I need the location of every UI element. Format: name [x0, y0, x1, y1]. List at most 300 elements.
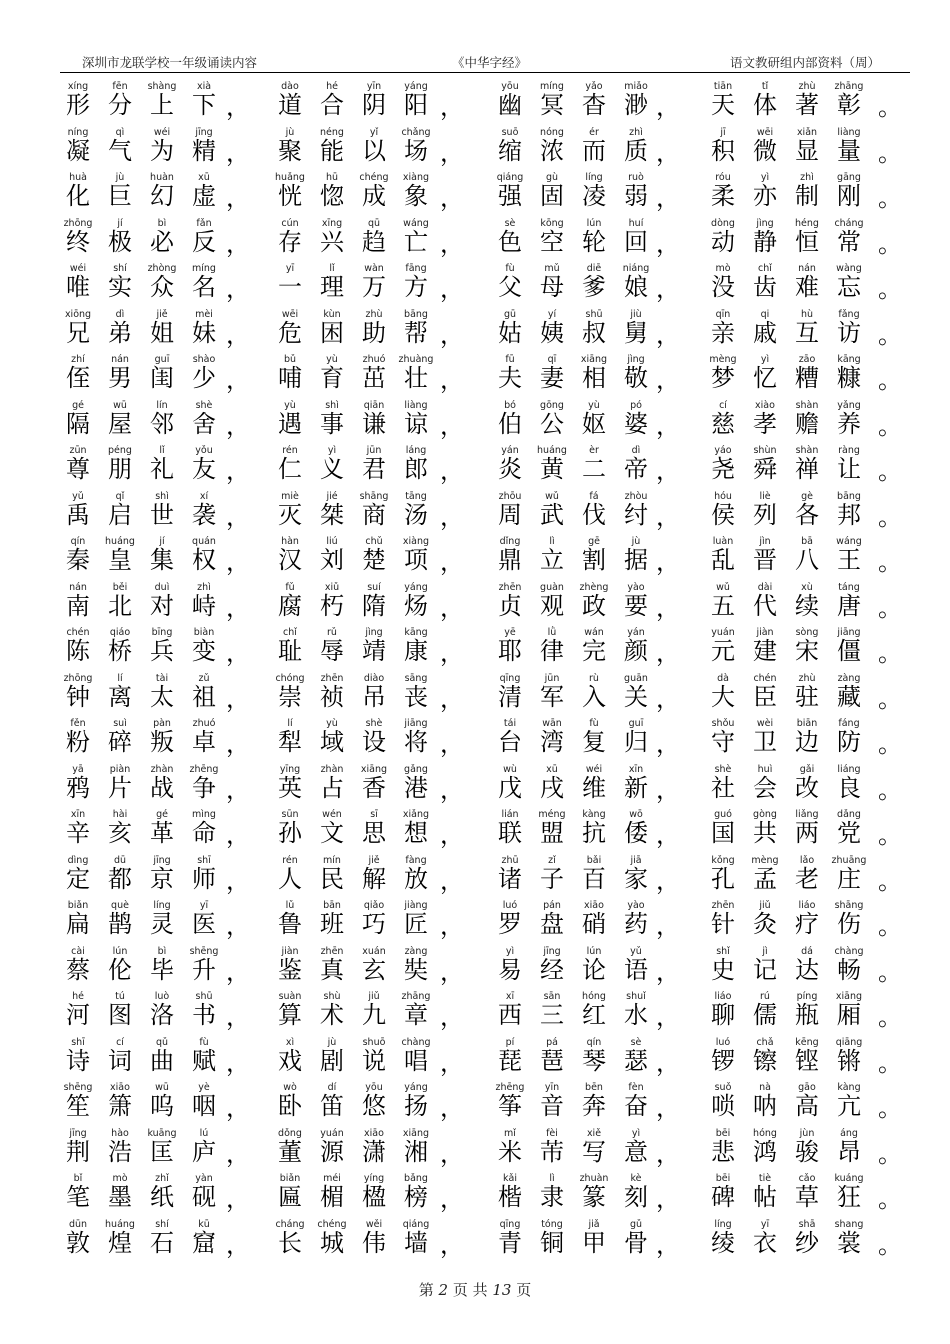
pinyin: líng: [585, 172, 603, 183]
hanzi: 固: [540, 182, 564, 210]
character-cell: [100, 310, 140, 354]
character-cell: [574, 82, 614, 126]
pinyin: gòng: [753, 809, 777, 820]
hanzi: 轮: [582, 227, 606, 256]
character-cell: [100, 628, 140, 672]
hanzi: 友: [192, 455, 216, 483]
character-cell: [490, 219, 530, 263]
pinyin: liè: [759, 490, 771, 502]
character-cell: [142, 1174, 182, 1218]
character-cell: [142, 992, 182, 1036]
pinyin: zhuāng: [831, 854, 867, 866]
pinyin: láng: [405, 445, 427, 456]
pinyin: mìng: [192, 809, 216, 820]
pinyin: qiáo: [109, 627, 131, 638]
character-cell: [703, 1083, 743, 1127]
pinyin: jiàn: [756, 627, 774, 638]
hanzi: 反: [192, 227, 216, 256]
hanzi: 浓: [540, 136, 564, 165]
character-cell: [184, 1083, 224, 1127]
pinyin: jù: [631, 536, 641, 547]
pinyin: bǔ: [283, 354, 297, 365]
pinyin: kàng: [582, 809, 606, 820]
pinyin: zhuàn: [579, 1173, 609, 1184]
comma: ，: [656, 138, 680, 167]
pinyin: xiāo: [364, 1127, 384, 1139]
period: 。: [878, 184, 902, 212]
pinyin: jīng: [153, 854, 171, 866]
comma: ，: [226, 229, 250, 258]
character-cell: [703, 765, 743, 809]
pinyin: xià: [196, 81, 212, 92]
hanzi: 阳: [404, 91, 428, 119]
character-cell: [787, 82, 827, 126]
hanzi: 说: [362, 1046, 386, 1075]
pinyin: suàn: [278, 991, 302, 1002]
pinyin: fá: [589, 490, 599, 502]
verse-line: [0, 446, 950, 492]
character-cell: [787, 901, 827, 945]
pinyin: luò: [154, 991, 170, 1002]
character-cell: [58, 719, 98, 763]
pinyin: lǔ: [285, 900, 295, 911]
hanzi: 祯: [320, 682, 344, 711]
comma: ，: [656, 957, 680, 986]
pinyin: jí: [117, 217, 123, 229]
hanzi: 成: [362, 182, 386, 210]
character-cell: [616, 765, 656, 809]
pinyin: bēi: [715, 1173, 731, 1184]
character-cell: [58, 1220, 98, 1264]
character-cell: [396, 310, 436, 354]
hanzi: 据: [624, 546, 648, 574]
hanzi: 笙: [66, 1092, 90, 1120]
comma: ，: [440, 639, 464, 667]
character-cell: [184, 446, 224, 490]
hanzi: 代: [753, 591, 777, 620]
character-cell: [142, 1129, 182, 1173]
character-cell: [184, 128, 224, 172]
character-cell: [574, 401, 614, 445]
hanzi: 辱: [320, 637, 344, 665]
character-cell: [354, 128, 394, 172]
character-cell: [100, 1083, 140, 1127]
hanzi: 微: [753, 136, 777, 165]
character-cell: [745, 765, 785, 809]
pinyin: dì: [631, 445, 641, 456]
character-cell: [574, 810, 614, 854]
pinyin: kè: [630, 1173, 642, 1184]
character-cell: [396, 765, 436, 809]
pinyin: jiàn: [281, 945, 299, 957]
pinyin: kāng: [837, 354, 861, 365]
pinyin: wò: [283, 1082, 297, 1093]
pinyin: guó: [714, 809, 732, 820]
hanzi: 碑: [711, 1183, 735, 1211]
hanzi: 立: [540, 546, 564, 574]
comma: ，: [440, 1230, 464, 1259]
hanzi: 琴: [582, 1046, 606, 1075]
character-cell: [270, 1129, 310, 1173]
hanzi: 针: [711, 910, 735, 938]
character-cell: [58, 674, 98, 718]
hanzi: 凌: [582, 182, 606, 210]
pinyin: jiù: [630, 308, 642, 320]
pinyin: suǒ: [714, 1082, 732, 1093]
pinyin: bǎi: [586, 854, 602, 866]
comma: ，: [226, 1230, 250, 1259]
hanzi: 鹊: [108, 910, 132, 938]
pinyin: zhòu: [624, 490, 648, 502]
hanzi: 男: [108, 364, 132, 392]
comma: ，: [440, 548, 464, 576]
hanzi: 存: [278, 227, 302, 256]
hanzi: 绫: [711, 1228, 735, 1257]
hanzi: 悲: [711, 1137, 735, 1166]
character-cell: [787, 719, 827, 763]
character-cell: [354, 1038, 394, 1082]
character-cell: [270, 674, 310, 718]
character-cell: [787, 628, 827, 672]
hanzi: 域: [320, 728, 344, 756]
pinyin: gǔ: [629, 1218, 643, 1230]
hanzi: 炎: [498, 455, 522, 483]
hanzi: 集: [150, 546, 174, 574]
pinyin: zhāng: [401, 991, 431, 1002]
pinyin: cún: [281, 217, 299, 229]
pinyin: gè: [801, 490, 813, 502]
character-cell: [270, 173, 310, 217]
hanzi: 陈: [66, 637, 90, 665]
hanzi: 汉: [278, 546, 302, 574]
character-cell: [745, 583, 785, 627]
pinyin: tái: [503, 718, 517, 729]
comma: ，: [656, 1230, 680, 1259]
pinyin: níng: [67, 126, 89, 138]
pinyin: bān: [323, 900, 341, 911]
character-cell: [184, 401, 224, 445]
character-cell: [490, 173, 530, 217]
comma: ，: [226, 93, 250, 121]
character-cell: [184, 492, 224, 536]
verse-line: [0, 992, 950, 1038]
comma: ，: [226, 457, 250, 485]
pinyin: shí: [113, 263, 127, 274]
character-cell: [396, 219, 436, 263]
pinyin: sè: [504, 217, 516, 229]
hanzi: 敦: [66, 1228, 90, 1257]
hanzi: 呐: [753, 1092, 777, 1120]
character-cell: [142, 492, 182, 536]
pinyin: nà: [759, 1082, 771, 1093]
character-cell: [100, 401, 140, 445]
pinyin: zhēn: [498, 581, 522, 593]
character-cell: [532, 674, 572, 718]
hanzi: 蔡: [66, 955, 90, 984]
pinyin: mǐ: [504, 1127, 516, 1139]
pinyin: lún: [112, 945, 128, 957]
character-cell: [354, 492, 394, 536]
hanzi: 占: [320, 773, 344, 802]
hanzi: 米: [498, 1137, 522, 1166]
hanzi: 骨: [624, 1228, 648, 1257]
hanzi: 耶: [498, 637, 522, 665]
pinyin: liú: [326, 536, 338, 547]
character-cell: [532, 219, 572, 263]
character-cell: [616, 947, 656, 991]
hanzi: 禹: [66, 500, 90, 529]
character-cell: [354, 765, 394, 809]
hanzi: 皇: [108, 546, 132, 574]
character-cell: [703, 219, 743, 263]
hanzi: 算: [278, 1001, 302, 1029]
verse-line: [0, 310, 950, 356]
character-cell: [58, 1174, 98, 1218]
pinyin: ruò: [628, 172, 644, 183]
character-cell: [312, 901, 352, 945]
comma: ，: [656, 866, 680, 895]
verse-line: [0, 583, 950, 629]
character-cell: [532, 901, 572, 945]
pinyin: dòng: [711, 217, 735, 229]
pinyin: qi: [760, 308, 770, 320]
pinyin: jī: [720, 126, 726, 138]
character-cell: [574, 310, 614, 354]
pinyin: shàng: [147, 81, 177, 92]
pinyin: gōng: [540, 399, 564, 411]
hanzi: 狂: [837, 1183, 861, 1211]
footer-suffix: 页: [516, 1281, 532, 1299]
pinyin: cí: [719, 399, 727, 411]
pinyin: què: [111, 900, 129, 911]
character-cell: [270, 446, 310, 490]
character-cell: [396, 856, 436, 900]
pinyin: fǔ: [285, 581, 295, 593]
pinyin: kuáng: [834, 1173, 864, 1184]
character-cell: [184, 719, 224, 763]
comma: ，: [226, 957, 250, 986]
hanzi: 侯: [711, 500, 735, 529]
hanzi: 南: [66, 591, 90, 620]
character-cell: [396, 810, 436, 854]
hanzi: 瑟: [624, 1046, 648, 1075]
hanzi: 名: [192, 273, 216, 301]
hanzi: 驻: [795, 682, 819, 711]
pinyin: yù: [326, 354, 338, 365]
pinyin: yáng: [404, 81, 428, 92]
pinyin: shāng: [834, 900, 864, 911]
character-cell: [100, 82, 140, 126]
character-cell: [490, 1038, 530, 1082]
hanzi: 鉴: [278, 955, 302, 984]
character-cell: [787, 264, 827, 308]
character-cell: [312, 856, 352, 900]
hanzi: 遇: [278, 409, 302, 438]
comma: ，: [226, 821, 250, 849]
character-cell: [184, 82, 224, 126]
hanzi: 茁: [362, 364, 386, 392]
hanzi: 靖: [362, 637, 386, 665]
hanzi: 刘: [320, 546, 344, 574]
pinyin: gāo: [798, 1082, 816, 1093]
hanzi: 悠: [362, 1092, 386, 1120]
character-cell: [787, 401, 827, 445]
comma: ，: [226, 411, 250, 440]
pinyin: zǐ: [548, 854, 556, 866]
hanzi: 抗: [582, 819, 606, 847]
pinyin: xū: [198, 172, 210, 183]
hanzi: 忆: [753, 364, 777, 392]
hanzi: 扁: [66, 910, 90, 938]
hanzi: 纱: [795, 1228, 819, 1257]
hanzi: 僵: [837, 637, 861, 665]
pinyin: lí: [117, 672, 123, 684]
character-cell: [745, 1129, 785, 1173]
character-cell: [745, 1220, 785, 1264]
pinyin: zhōu: [498, 490, 522, 502]
pinyin: zhōng: [63, 672, 93, 684]
pinyin: dìng: [67, 854, 89, 866]
character-cell: [270, 355, 310, 399]
character-cell: [142, 810, 182, 854]
pinyin: fàng: [405, 854, 427, 866]
character-cell: [829, 264, 869, 308]
hanzi: 辛: [66, 819, 90, 847]
character-cell: [354, 173, 394, 217]
character-cell: [312, 537, 352, 581]
character-cell: [184, 1038, 224, 1082]
hanzi: 曲: [150, 1046, 174, 1075]
pinyin: zāo: [798, 354, 816, 365]
character-cell: [490, 82, 530, 126]
character-cell: [58, 765, 98, 809]
pinyin: yì: [760, 172, 770, 183]
character-cell: [396, 901, 436, 945]
hanzi: 炀: [404, 591, 428, 620]
pinyin: chóng: [275, 672, 305, 684]
pinyin: mèng: [751, 854, 779, 866]
character-cell: [829, 1129, 869, 1173]
character-cell: [532, 173, 572, 217]
period: 。: [878, 775, 902, 804]
character-cell: [787, 128, 827, 172]
hanzi: 虚: [192, 182, 216, 210]
character-cell: [354, 810, 394, 854]
character-cell: [532, 992, 572, 1036]
pinyin: yì: [505, 945, 515, 957]
character-cell: [184, 901, 224, 945]
pinyin: kǎi: [503, 1173, 517, 1184]
hanzi: 割: [582, 546, 606, 574]
character-cell: [354, 82, 394, 126]
period: 。: [878, 1003, 902, 1031]
hanzi: 秦: [66, 546, 90, 574]
character-cell: [270, 1083, 310, 1127]
period: 。: [878, 639, 902, 667]
hanzi: 精: [192, 136, 216, 165]
hanzi: 畅: [837, 955, 861, 984]
hanzi: 五: [711, 591, 735, 620]
period: 。: [878, 275, 902, 303]
hanzi: 祖: [192, 682, 216, 711]
character-cell: [829, 446, 869, 490]
pinyin: xiào: [755, 399, 775, 411]
pinyin: yáng: [404, 581, 428, 593]
hanzi: 论: [582, 955, 606, 984]
pinyin: fǎn: [196, 217, 212, 229]
pinyin: yē: [504, 627, 516, 638]
character-cell: [142, 719, 182, 763]
character-cell: [354, 355, 394, 399]
character-cell: [396, 401, 436, 445]
character-cell: [745, 992, 785, 1036]
verse-line: [0, 719, 950, 765]
hanzi: 强: [498, 182, 522, 210]
hanzi: 铿: [795, 1046, 819, 1075]
hanzi: 舅: [624, 318, 648, 347]
hanzi: 英: [278, 773, 302, 802]
pinyin: lì: [549, 536, 555, 547]
character-cell: [616, 1083, 656, 1127]
pinyin: dǐng: [499, 536, 521, 547]
hanzi: 妪: [582, 409, 606, 438]
pinyin: gù: [545, 172, 559, 183]
pinyin: nán: [798, 263, 816, 274]
character-cell: [574, 992, 614, 1036]
hanzi: 意: [624, 1137, 648, 1166]
hanzi: 养: [837, 409, 861, 438]
pinyin: shī: [197, 854, 211, 866]
hanzi: 助: [362, 318, 386, 347]
pinyin: xiǔ: [324, 581, 340, 593]
hanzi: 桥: [108, 637, 132, 665]
pinyin: pá: [546, 1036, 558, 1048]
pinyin: luó: [502, 900, 518, 911]
pinyin: huǎng: [275, 172, 305, 183]
hanzi: 扬: [404, 1092, 428, 1120]
pinyin: jìng: [365, 627, 383, 638]
hanzi: 楣: [320, 1183, 344, 1211]
verse-line: [0, 901, 950, 947]
character-cell: [703, 719, 743, 763]
hanzi: 邦: [837, 500, 861, 529]
pinyin: jīng: [543, 945, 561, 957]
character-cell: [142, 628, 182, 672]
hanzi: 设: [362, 728, 386, 756]
hanzi: 隋: [362, 591, 386, 620]
pinyin: niáng: [622, 263, 650, 274]
verse-line: [0, 947, 950, 993]
character-cell: [354, 310, 394, 354]
character-cell: [396, 992, 436, 1036]
hanzi: 匡: [150, 1137, 174, 1166]
pinyin: huì: [757, 763, 773, 775]
hanzi: 气: [108, 136, 132, 165]
pinyin: yǒu: [195, 445, 213, 456]
pinyin: yán: [501, 445, 519, 456]
comma: ，: [656, 457, 680, 485]
hanzi: 两: [795, 819, 819, 847]
pinyin: shàn: [795, 445, 819, 456]
character-cell: [184, 947, 224, 991]
character-cell: [354, 537, 394, 581]
page-total: 13: [492, 1281, 512, 1299]
character-cell: [532, 355, 572, 399]
pinyin: zhuó: [192, 718, 216, 729]
hanzi: 而: [582, 136, 606, 165]
comma: ，: [656, 1003, 680, 1031]
character-cell: [787, 310, 827, 354]
